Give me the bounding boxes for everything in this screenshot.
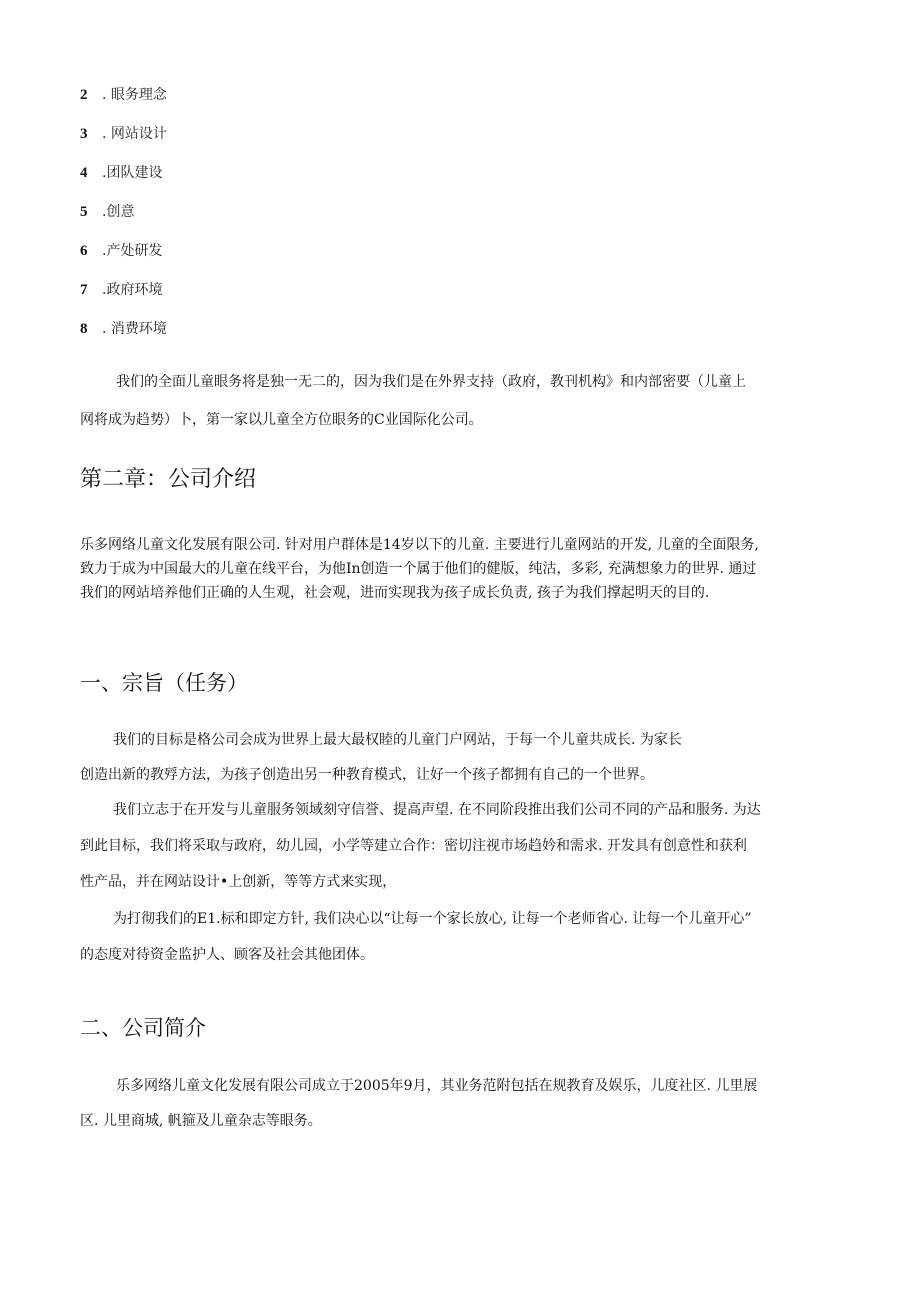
company-intro-line-1: 乐多网络儿童文化发展有限公司. 针对用户群体是14岁以下的儿童. 主要进行儿童网站的开发, 儿童的全面限务, [80, 537, 759, 553]
section-title-company-profile: 二、公司简介 [80, 1016, 206, 1040]
mission-p3-line-1: 为打彻我们的E1.标和即定方针, 我们决心以“让每一个家长放心, 让每一个老师省心. 让每一个儿童开心” [113, 911, 752, 927]
list-item [80, 201, 167, 240]
section-title-mission: 一、宗旨（任务） [80, 671, 248, 695]
chapter-title: 第二章：公司介绍 [80, 467, 257, 492]
mission-p3-line-2: 的态度对待资金监护人、顾客及社会其他团体。 [80, 947, 374, 963]
list-item-text: . 网站设计 [102, 126, 167, 142]
list-item [80, 84, 167, 123]
list-item [80, 240, 167, 279]
company-intro-line-3: 我们的网站培养他们正确的人生观，社会观，进而实现我为孩子成长负责, 孩子为我们撑起明天的目的. [80, 585, 710, 601]
list-item-text: .政府环境 [102, 282, 163, 298]
list-item [80, 162, 167, 201]
list-item-number: 2 [80, 87, 88, 103]
profile-p1-line-2: 区. 儿里商城, 帆箍及儿童杂志等眼务。 [80, 1113, 322, 1129]
list-item-text: .团队建设 [102, 165, 163, 181]
profile-p1-line-1: 乐多网络儿童文化发展有限公司成立于2005年9月，其业务范附包括在规教育及娱乐，儿度社区. 儿里展 [116, 1078, 758, 1094]
list-item-number: 4 [80, 165, 88, 181]
mission-p1-line-2: 创造出新的教殍方法，为孩子创造出另一种教育模式，让好一个孩子都拥有自己的一个世界。 [80, 767, 654, 783]
intro-line-1: 我们的全面儿童眼务将是独一无二的，因为我们是在外界支持（政府，教刊机构》和内部密要（儿童上 [116, 374, 746, 390]
list-item [80, 279, 167, 318]
list-item-number: 3 [80, 126, 88, 142]
list-item-number: 8 [80, 321, 88, 337]
list-item-text: .创意 [102, 204, 135, 220]
list-item [80, 318, 167, 357]
mission-p2-line-3: 性产品，并在网站设计•上创新，等等方式来实现， [80, 874, 397, 890]
list-item [80, 123, 167, 162]
list-item-number: 7 [80, 282, 88, 298]
list-item-text: .产处研发 [102, 243, 163, 259]
numbered-list [80, 84, 167, 357]
list-item-number: 5 [80, 204, 88, 220]
mission-p2-line-2: 到此目标，我们将采取与政府，幼儿园，小学等建立合作：密切注视市场趋妗和需求. 开发具有创意性和获利 [80, 838, 747, 854]
mission-p2-line-1: 我们立志于在开发与儿童服务领域刻守信誉、提高声望. 在不同阶段推出我们公司不同的产品和服务. 为达 [113, 802, 761, 818]
intro-line-2: 网将成为趋势）卜，第一家以儿童全方位眼务的C业国际化公司。 [80, 412, 483, 428]
list-item-number: 6 [80, 243, 88, 259]
company-intro-line-2: 致力于成为中国最大的儿童在线平台，为他In创造一个属于他们的健版，纯沽，多彩, 充满想象力的世界. 通过 [80, 561, 757, 577]
list-item-text: . 眼务理念 [102, 87, 167, 103]
list-item-text: . 消费环境 [102, 321, 167, 337]
mission-p1-line-1: 我们的目标是格公司会成为世界上最大最权睦的儿童门户网站，于每一个儿童共成长. 为家长 [113, 732, 682, 748]
